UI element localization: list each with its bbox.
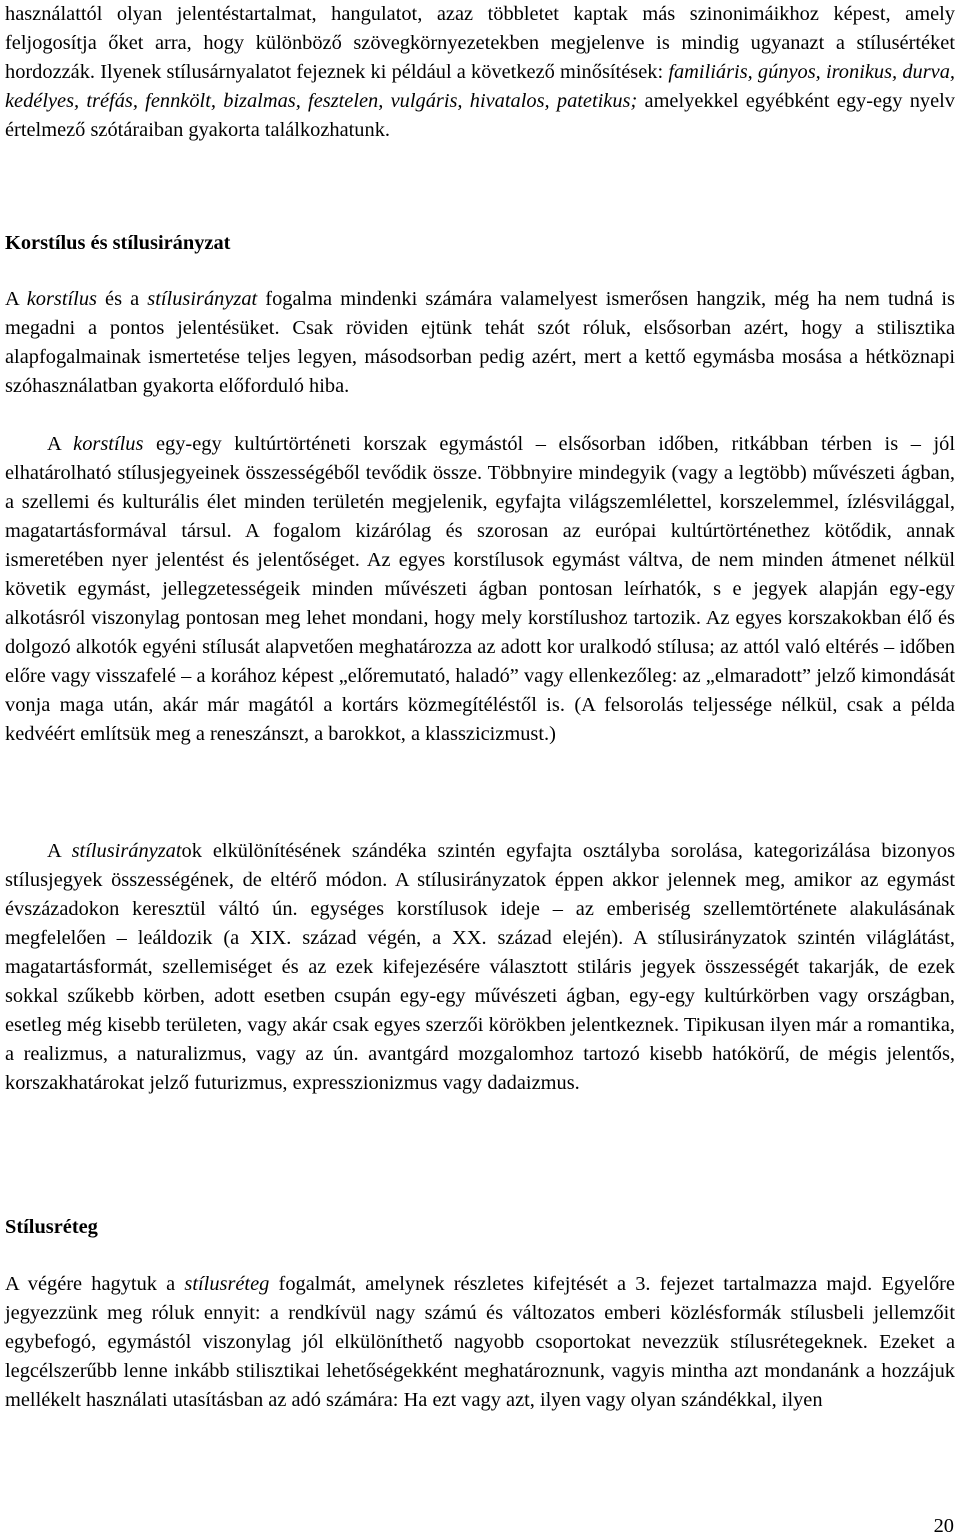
text-run: A	[47, 840, 72, 862]
paragraph-5	[5, 1270, 955, 1415]
text-run: A	[47, 433, 74, 455]
section-heading-stilusreteg: Stílusréteg	[5, 1216, 98, 1238]
italic-term: familiáris, gúnyos, ironikus, durva, kedélyes, tréfás, fennkölt, bizalmas, fesztelen, vulgáris, hivatalos, patetikus;	[5, 61, 956, 112]
text-run: használattól olyan jelentéstartalmat, hangulatot, azaz többletet kaptak más szinonimáikhoz képest, amely feljogosítja őket arra, hogy különböző szövegkörnyezetekben megjelenve is mindig ugyanazt a stílusértéket hordozzák. Ilyenek stílusárnyalatot fejeznek ki például a következő minősítések:	[5, 3, 955, 83]
paragraph-3	[5, 430, 955, 749]
text-run: fogalma mindenki számára valamelyest ismerősen hangzik, még ha nem tudná is megadni a pontos jelentésüket. Csak röviden ejtünk tehát szót róluk, elsősorban azért, hogy a stilisztika alapfogalmainak ismertetése teljes legyen, másodsorban pedig azért, mert a kettő egymásba mosása a hétköznapi szóhasználatban gyakorta előforduló hiba.	[5, 288, 955, 397]
paragraph-4	[5, 837, 955, 1098]
text-run: A	[5, 288, 27, 310]
section-heading-korstilus: Korstílus és stílusirányzat	[5, 232, 231, 254]
italic-term: korstílus	[73, 433, 144, 455]
paragraph-1	[5, 0, 955, 145]
text-run: és a	[96, 288, 148, 310]
paragraph-2	[5, 285, 955, 401]
text-run: egy-egy kultúrtörténeti korszak egymástól – elsősorban időben, ritkábban térben is – jól elhatárolható stílusjegyeinek összességéből tevődik össze. Többnyire mindegyik (vagy a legtöbb) művészeti ágban, a szellemi és kulturális élet minden területén megjelenik, egyfajta világszemlélettel, korszelemmel, ízlésvilággal, magatartásformával társul. A fogalom kizárólag és szorosan az európai kultúrtörténethez kötődik, annak ismeretében nyer jelentést és jelentőséget. Az egyes korstílusok egymást váltva, de nem minden átmenet nélkül követik egymást, jellegzetességeik minden művészeti ágban pontosan leírhatók, s e jegyek alapján egy-egy alkotásról viszonylag pontosan meg lehet mondani, hogy mely korstílushoz tartozik. Az egyes korszakokban élő és dolgozó alkotók egyéni stílusát alapvetően meghatározza az adott kor uralkodó stílusa; az attól való eltérés – időben előre vagy visszafelé – a korához képest „előremutató, haladó” vagy ellenkezőleg: az „elmaradott” jelző kimondását vonja maga után, akár már magától a kortárs közmegítéléstől is. (A felsorolás teljessége nélkül, csak a példa kedvéért említsük meg a reneszánszt, a barokkot, a klasszicizmust.)	[5, 433, 955, 745]
text-run: fogalmát, amelynek részletes kifejtését a 3. fejezet tartalmazza majd. Egyelőre jegyezzünk meg róluk ennyit: a rendkívül nagy számú és változatos emberi közlésformák stílusbeli jellemzőit egybefogó, egymástól viszonylag jól elkülöníthető nagyobb csoportokat nevezzük stílusrétegeknek. Ezeket a legcélszerűbb lenne inkább stilisztikai lehetőségekként meghatároznunk, vagyis mintha azt mondanánk a hozzájuk mellékelt használati utasításban az adó számára: Ha ezt vagy azt, ilyen vagy olyan szándékkal, ilyen	[5, 1273, 955, 1411]
italic-term: stílusréteg	[184, 1273, 270, 1295]
text-run: A végére hagytuk a	[5, 1273, 185, 1295]
page-number: 20	[933, 1515, 954, 1537]
text-run: ok elkülönítésének szándéka szintén egyfajta osztályba sorolása, kategorizálása bizonyos stílusjegyek összességének, de eltérő módon. A stílusirányzatok éppen akkor jelennek meg, amikor az egymást évszázadokon keresztül váltó ún. egységes korstílusok ideje – az emberiség szellemtörténete alakulásának megfelelően – leáldozik (a XIX. század végén, a XX. század elején). A stílusirányzatok szintén világlátást, magatartásformát, szellemiséget és az ezek kifejezésére választott stiláris jegyek összességét takarják, de ezek sokkal szűkebb körben, adott esetben csupán egy-egy művészeti ágban, egy-egy kultúrkörben vagy országban, esetleg még kisebb területen, vagy akár csak egyes szerzői körökben jelentkeznek. Tipikusan ilyen már a romantika, a realizmus, a naturalizmus, vagy az ún. avantgárd mozgalomhoz tartozó kisebb hatókörű, de mégis jelentős, korszakhatárokat jelző futurizmus, expresszionizmus vagy dadaizmus.	[5, 840, 956, 1094]
italic-term: stílusirányzat	[147, 288, 258, 310]
italic-term: korstílus	[26, 288, 97, 310]
text-run: amelyekkel egyébként egy-egy nyelv értelmező szótáraiban gyakorta találkozhatunk.	[5, 90, 955, 141]
italic-term: stílusirányzat	[71, 840, 182, 862]
